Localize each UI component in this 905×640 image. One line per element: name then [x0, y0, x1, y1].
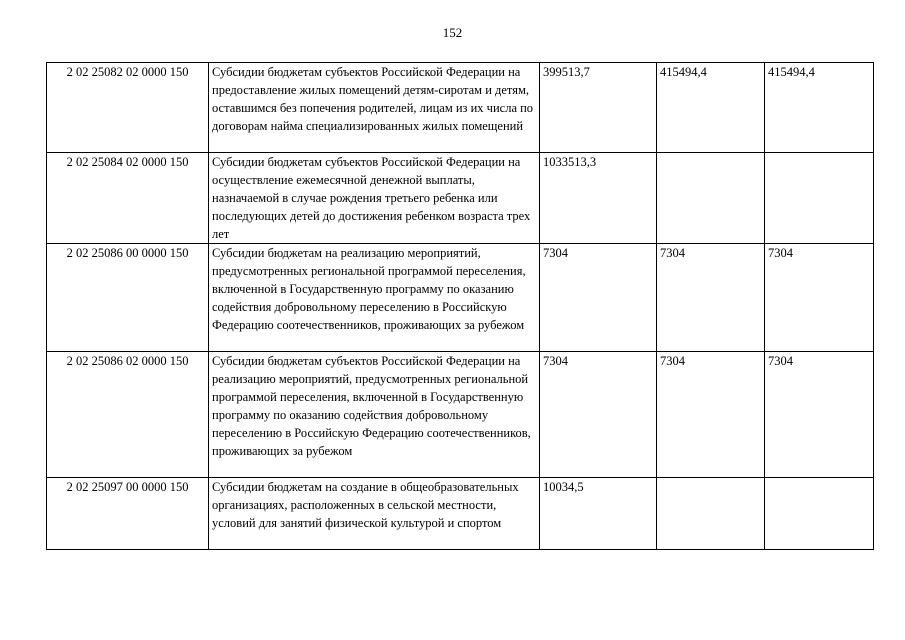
- description-cell: Субсидии бюджетам на реализацию мероприятий, предусмотренных региональной программой переселения, включенной в Государственную программу по оказанию содействия добровольному переселению в Российскую Федерацию соотечественников, проживающих за рубежом: [209, 244, 540, 352]
- amount-year2-cell: [657, 153, 765, 244]
- table-row: [47, 153, 874, 244]
- amount-year3-cell: [765, 153, 874, 244]
- page-number: 152: [442, 25, 463, 40]
- description-cell: Субсидии бюджетам на создание в общеобразовательных организациях, расположенных в сельской местности, условий для занятий физической культурой и спортом: [209, 478, 540, 550]
- amount-year1-cell: 399513,7: [540, 63, 657, 153]
- description-cell: Субсидии бюджетам субъектов Российской Федерации на осуществление ежемесячной денежной выплаты, назначаемой в случае рождения третьего ребенка или последующих детей до достижения ребенком возраста трех лет: [209, 153, 540, 244]
- amount-year3-cell: 415494,4: [765, 63, 874, 153]
- amount-year2-cell: 7304: [657, 352, 765, 478]
- amount-year3-cell: 7304: [765, 352, 874, 478]
- budget-code-cell: 2 02 25084 02 0000 150: [47, 153, 209, 244]
- budget-revenue-table: [46, 62, 874, 550]
- description-cell: Субсидии бюджетам субъектов Российской Федерации на предоставление жилых помещений детям-сиротам и детям, оставшимся без попечения родителей, лицам из их числа по договорам найма специализированных жилых помещений: [209, 63, 540, 153]
- amount-year1-cell: 7304: [540, 352, 657, 478]
- table-row: [47, 244, 874, 352]
- budget-code-cell: 2 02 25082 02 0000 150: [47, 63, 209, 153]
- amount-year3-cell: 7304: [765, 244, 874, 352]
- amount-year2-cell: [657, 478, 765, 550]
- description-cell: Субсидии бюджетам субъектов Российской Федерации на реализацию мероприятий, предусмотренных региональной программой переселения, включенной в Государственную программу по оказанию содействия добровольному переселению в Российскую Федерацию соотечественников, проживающих за рубежом: [209, 352, 540, 478]
- amount-year1-cell: 1033513,3: [540, 153, 657, 244]
- budget-code-cell: 2 02 25097 00 0000 150: [47, 478, 209, 550]
- amount-year1-cell: 7304: [540, 244, 657, 352]
- budget-code-cell: 2 02 25086 00 0000 150: [47, 244, 209, 352]
- table-row: [47, 352, 874, 478]
- table-row: [47, 63, 874, 153]
- table-row: [47, 478, 874, 550]
- budget-code-cell: 2 02 25086 02 0000 150: [47, 352, 209, 478]
- amount-year3-cell: [765, 478, 874, 550]
- amount-year2-cell: 7304: [657, 244, 765, 352]
- amount-year1-cell: 10034,5: [540, 478, 657, 550]
- amount-year2-cell: 415494,4: [657, 63, 765, 153]
